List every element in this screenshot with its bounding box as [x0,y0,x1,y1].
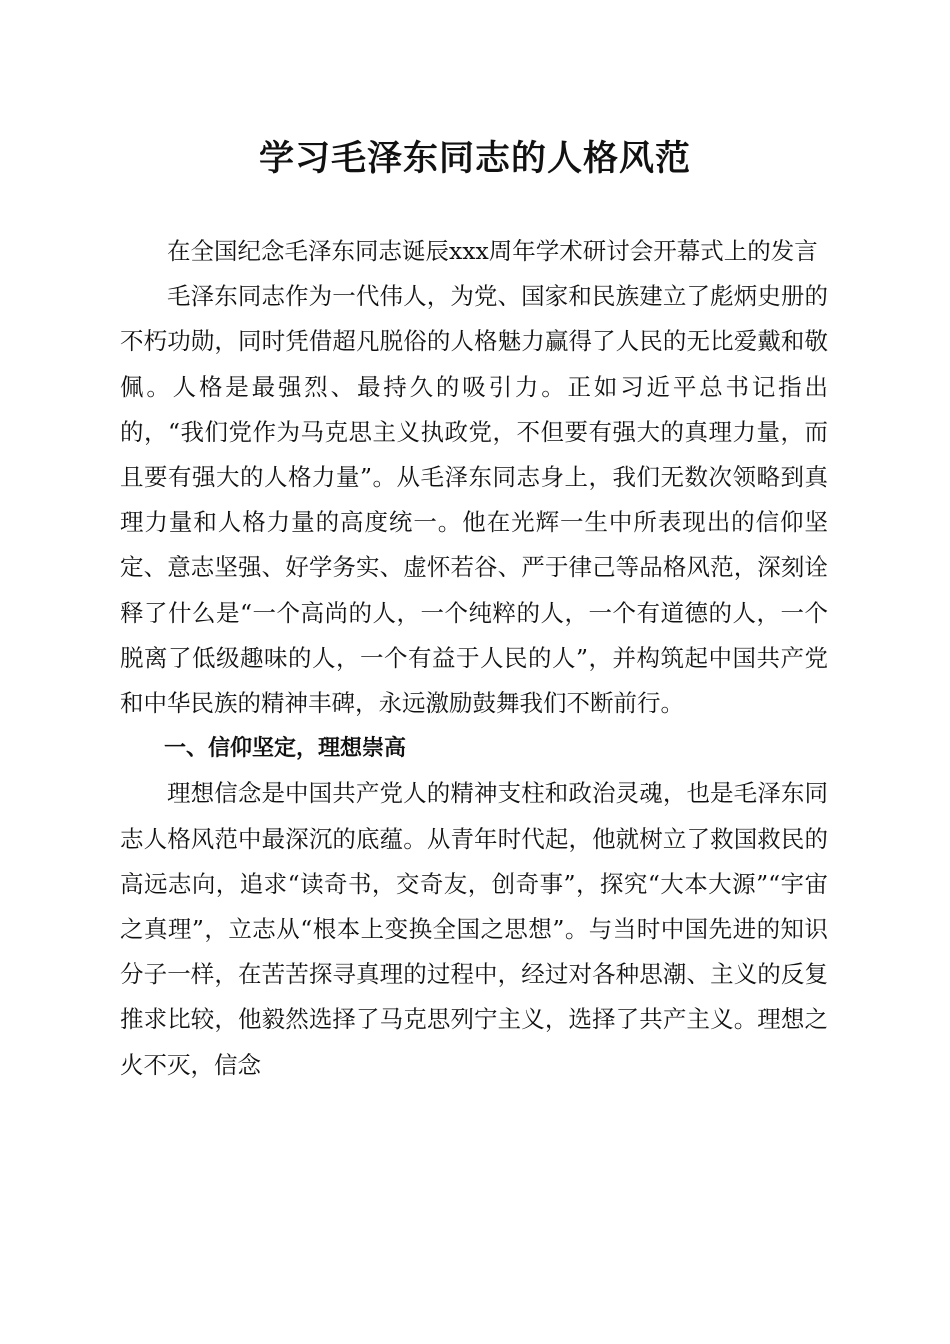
speech-subtitle: 在全国纪念毛泽东同志诞辰xxx周年学术研讨会开幕式上的发言 [167,237,818,265]
document-body [120,229,828,1088]
section-paragraph: 理想信念是中国共产党人的精神支柱和政治灵魂，也是毛泽东同志人格风范中最深沉的底蕴。从青年时代起，他就树立了救国救民的高远志向，追求“读奇书，交奇友，创奇事”，探究“大本大源”“宇宙之真理”，立志从“根本上变换全国之思想”。与当时中国先进的知识分子一样，在苦苦探寻真理的过程中，经过对各种思潮、主义的反复推求比较，他毅然选择了马克思列宁主义，选择了共产主义。理想之火不灭，信念 [120,779,828,1079]
intro-paragraph: 毛泽东同志作为一代伟人，为党、国家和民族建立了彪炳史册的不朽功勋，同时凭借超凡脱俗的人格魅力赢得了人民的无比爱戴和敬佩。人格是最强烈、最持久的吸引力。正如习近平总书记指出的，“我们党作为马克思主义执政党，不但要有强大的真理力量，而且要有强大的人格力量”。从毛泽东同志身上，我们无数次领略到真理力量和人格力量的高度统一。他在光辉一生中所表现出的信仰坚定、意志坚强、好学务实、虚怀若谷、严于律己等品格风范，深刻诠释了什么是“一个高尚的人，一个纯粹的人，一个有道德的人，一个脱离了低级趣味的人，一个有益于人民的人”，并构筑起中国共产党和中华民族的精神丰碑，永远激励鼓舞我们不断前行。 [120,282,828,718]
document-title: 学习毛泽东同志的人格风范 [258,138,691,179]
section-heading: 一、信仰坚定，理想崇高 [164,736,407,762]
